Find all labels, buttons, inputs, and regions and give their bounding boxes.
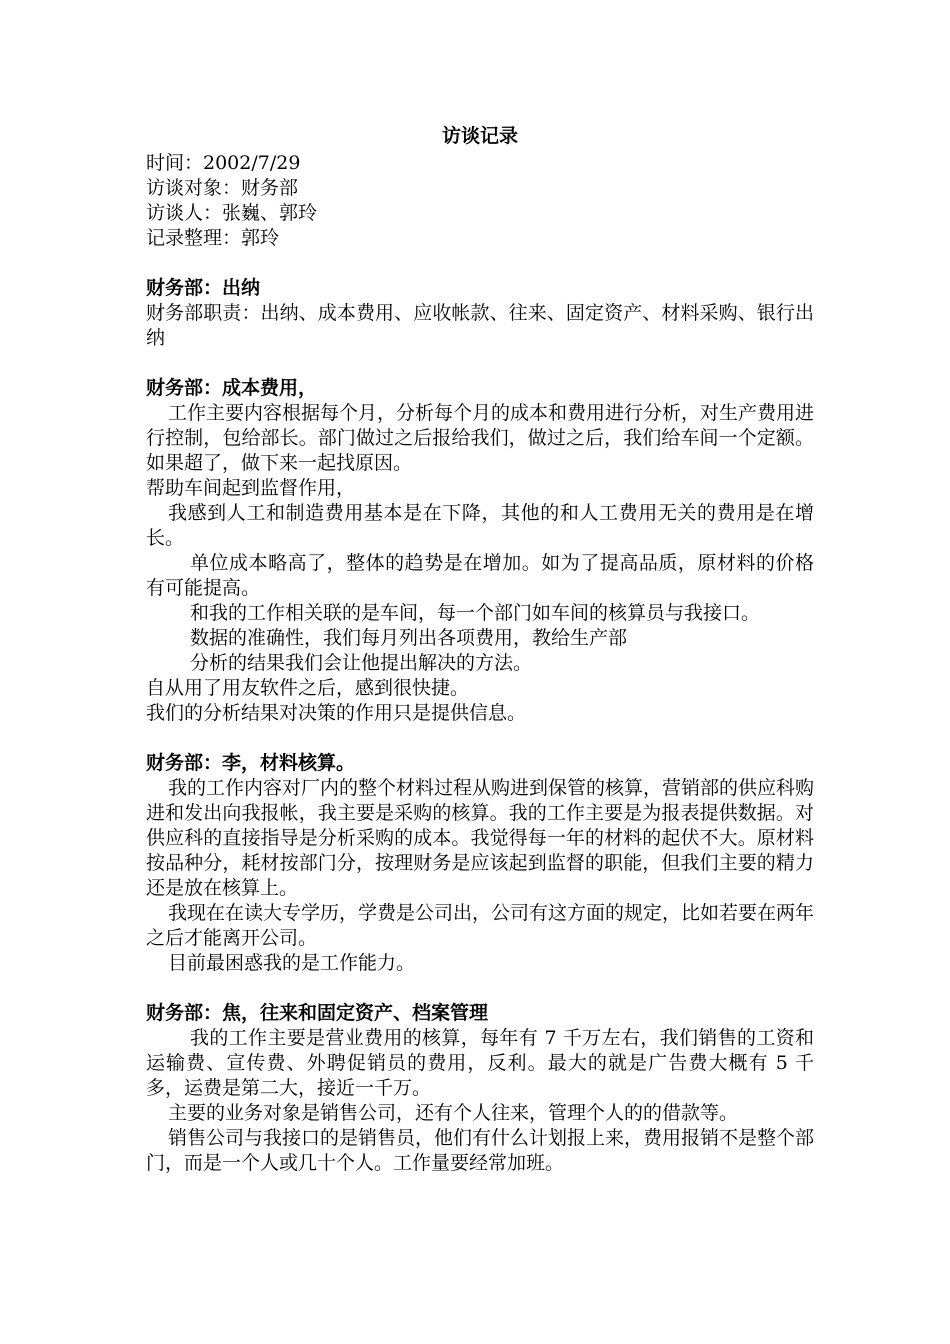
section-heading-materials: 财务部：李，材料核算。 [146, 752, 356, 774]
paragraph: 数据的准确性，我们每月列出各项费用，教给生产部 [190, 627, 628, 649]
paragraph: 我感到人工和制造费用基本是在下降，其他的和人工费用无关的费用是在增长。 [146, 502, 814, 549]
paragraph: 目前最困惑我的是工作能力。 [168, 952, 416, 974]
meta-recorder: 记录整理：郭玲 [146, 227, 280, 249]
paragraph: 销售公司与我接口的是销售员，他们有什么计划报上来，费用报销不是整个部门，而是一个人或几十个人。工作量要经常加班。 [146, 1127, 815, 1174]
meta-time: 时间：2002/7/29 [146, 152, 301, 174]
paragraph: 分析的结果我们会让他提出解决的方法。 [190, 652, 533, 674]
paragraph: 我现在在读大专学历，学费是公司出，公司有这方面的规定，比如若要在两年之后才能离开公司。 [146, 902, 815, 949]
spacer [146, 351, 814, 376]
spacer [146, 251, 814, 276]
paragraph: 单位成本略高了，整体的趋势是在增加。如为了提高品质，原材料的价格有可能提高。 [146, 552, 814, 599]
spacer [146, 976, 814, 1001]
paragraph: 我的工作主要是营业费用的核算，每年有 7 千万左右，我们销售的工资和运输费、宣传费、外聘促销员的费用，反利。最大的就是广告费大概有 5 千多，运费是第二大，接近一千万。 [146, 1027, 814, 1099]
paragraph: 和我的工作相关联的是车间，每一个部门如车间的核算员与我接口。 [190, 602, 761, 624]
paragraph: 主要的业务对象是销售公司，还有个人往来，管理个人的的借款等。 [168, 1102, 739, 1124]
document-page [146, 124, 814, 1176]
section-heading-accounts: 财务部：焦，往来和固定资产、档案管理 [146, 1002, 489, 1024]
meta-interviewer: 访谈人：张巍、郭玲 [146, 202, 318, 224]
document-title: 访谈记录 [441, 125, 518, 147]
paragraph: 我的工作内容对厂内的整个材料过程从购进到保管的核算，营销部的供应科购进和发出向我报帐，我主要是采购的核算。我的工作主要是为报表提供数据。对供应科的直接指导是分析采购的成本。我觉得每一年的材料的起伏不大。原材料按品种分，耗材按部门分，按理财务是应该起到监督的职能，但我们主要的精力还是放在核算上。 [146, 777, 815, 899]
section-heading-cost: 财务部：成本费用， [146, 377, 318, 399]
paragraph: 我们的分析结果对决策的作用只是提供信息。 [146, 702, 527, 724]
section-heading-cashier: 财务部：出纳 [146, 277, 261, 299]
paragraph: 工作主要内容根据每个月，分析每个月的成本和费用进行分析，对生产费用进行控制，包给部长。部门做过之后报给我们，做过之后，我们给车间一个定额。如果超了，做下来一起找原因。 [146, 402, 815, 474]
meta-subject: 访谈对象：财务部 [146, 177, 299, 199]
spacer [146, 726, 814, 751]
paragraph: 帮助车间起到监督作用， [146, 477, 356, 499]
paragraph: 自从用了用友软件之后，感到很快捷。 [146, 677, 470, 699]
paragraph: 财务部职责：出纳、成本费用、应收帐款、往来、固定资产、材料采购、银行出纳 [146, 302, 814, 349]
